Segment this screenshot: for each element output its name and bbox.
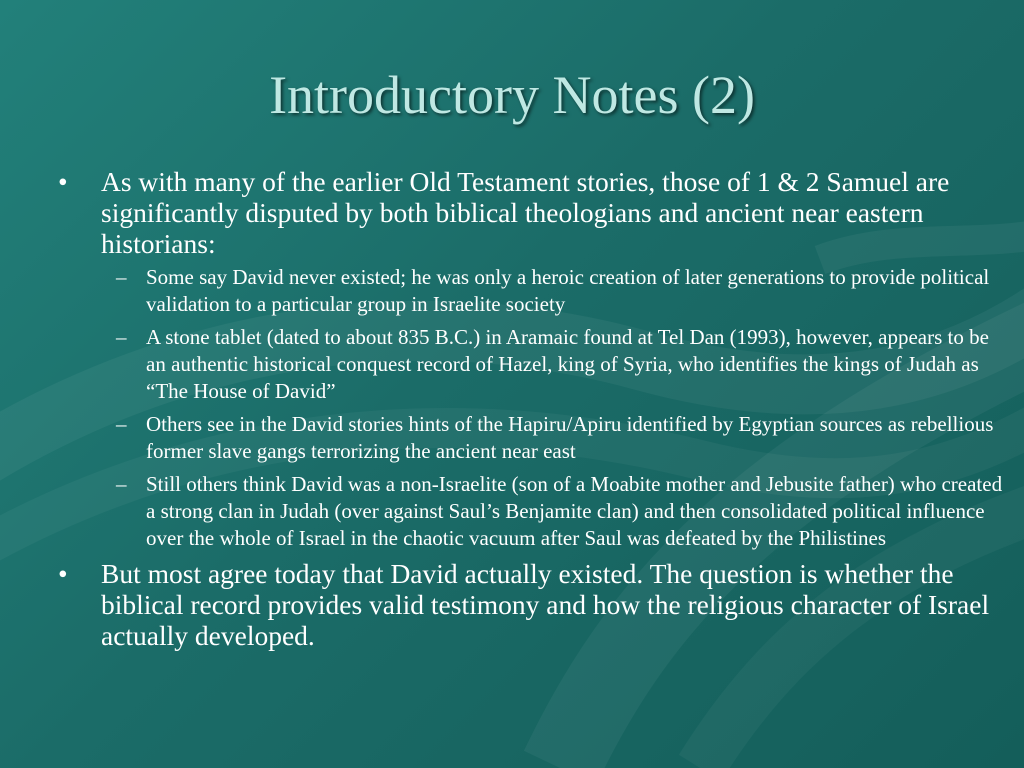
bullet-marker: •: [58, 166, 68, 197]
bullet-item: [58, 166, 1003, 259]
sub-bullet-marker: –: [116, 472, 127, 496]
sub-bullet-list: [58, 264, 1003, 552]
sub-bullet-marker: –: [116, 265, 127, 289]
slide-title: Introductory Notes (2): [269, 65, 755, 125]
sub-bullet-text: Others see in the David stories hints of the Hapiru/Apiru identified by Egyptian sources as rebellious former slave gangs terrorizing the ancient near east: [146, 412, 994, 463]
sub-bullet-text: A stone tablet (dated to about 835 B.C.) in Aramaic found at Tel Dan (1993), however, appears to be an authentic historical conquest record of Hazel, king of Syria, who identifies the kings of Judah as “The House of David”: [146, 325, 989, 403]
slide-body: [58, 166, 1003, 656]
bullet-marker: •: [58, 558, 68, 589]
bullet-item: [58, 558, 1003, 651]
bullet-text: But most agree today that David actually existed. The question is whether the biblical record provides valid testimony and how the religious character of Israel actually developed.: [101, 558, 990, 651]
bullet-text: As with many of the earlier Old Testament stories, those of 1 & 2 Samuel are significantly disputed by both biblical theologians and ancient near eastern historians:: [101, 166, 950, 259]
sub-bullet-item: [116, 324, 1003, 405]
sub-bullet-text: Some say David never existed; he was only a heroic creation of later generations to provide political validation to a particular group in Israelite society: [146, 265, 990, 316]
sub-bullet-marker: –: [116, 325, 127, 349]
sub-bullet-item: [116, 264, 1003, 318]
sub-bullet-item: [116, 471, 1003, 552]
sub-bullet-marker: –: [116, 412, 127, 436]
sub-bullet-text: Still others think David was a non-Israelite (son of a Moabite mother and Jebusite father) who created a strong clan in Judah (over against Saul’s Benjamite clan) and then consolidated political influence over the whole of Israel in the chaotic vacuum after Saul was defeated by the Philistines: [146, 472, 1003, 550]
sub-bullet-item: [116, 411, 1003, 465]
